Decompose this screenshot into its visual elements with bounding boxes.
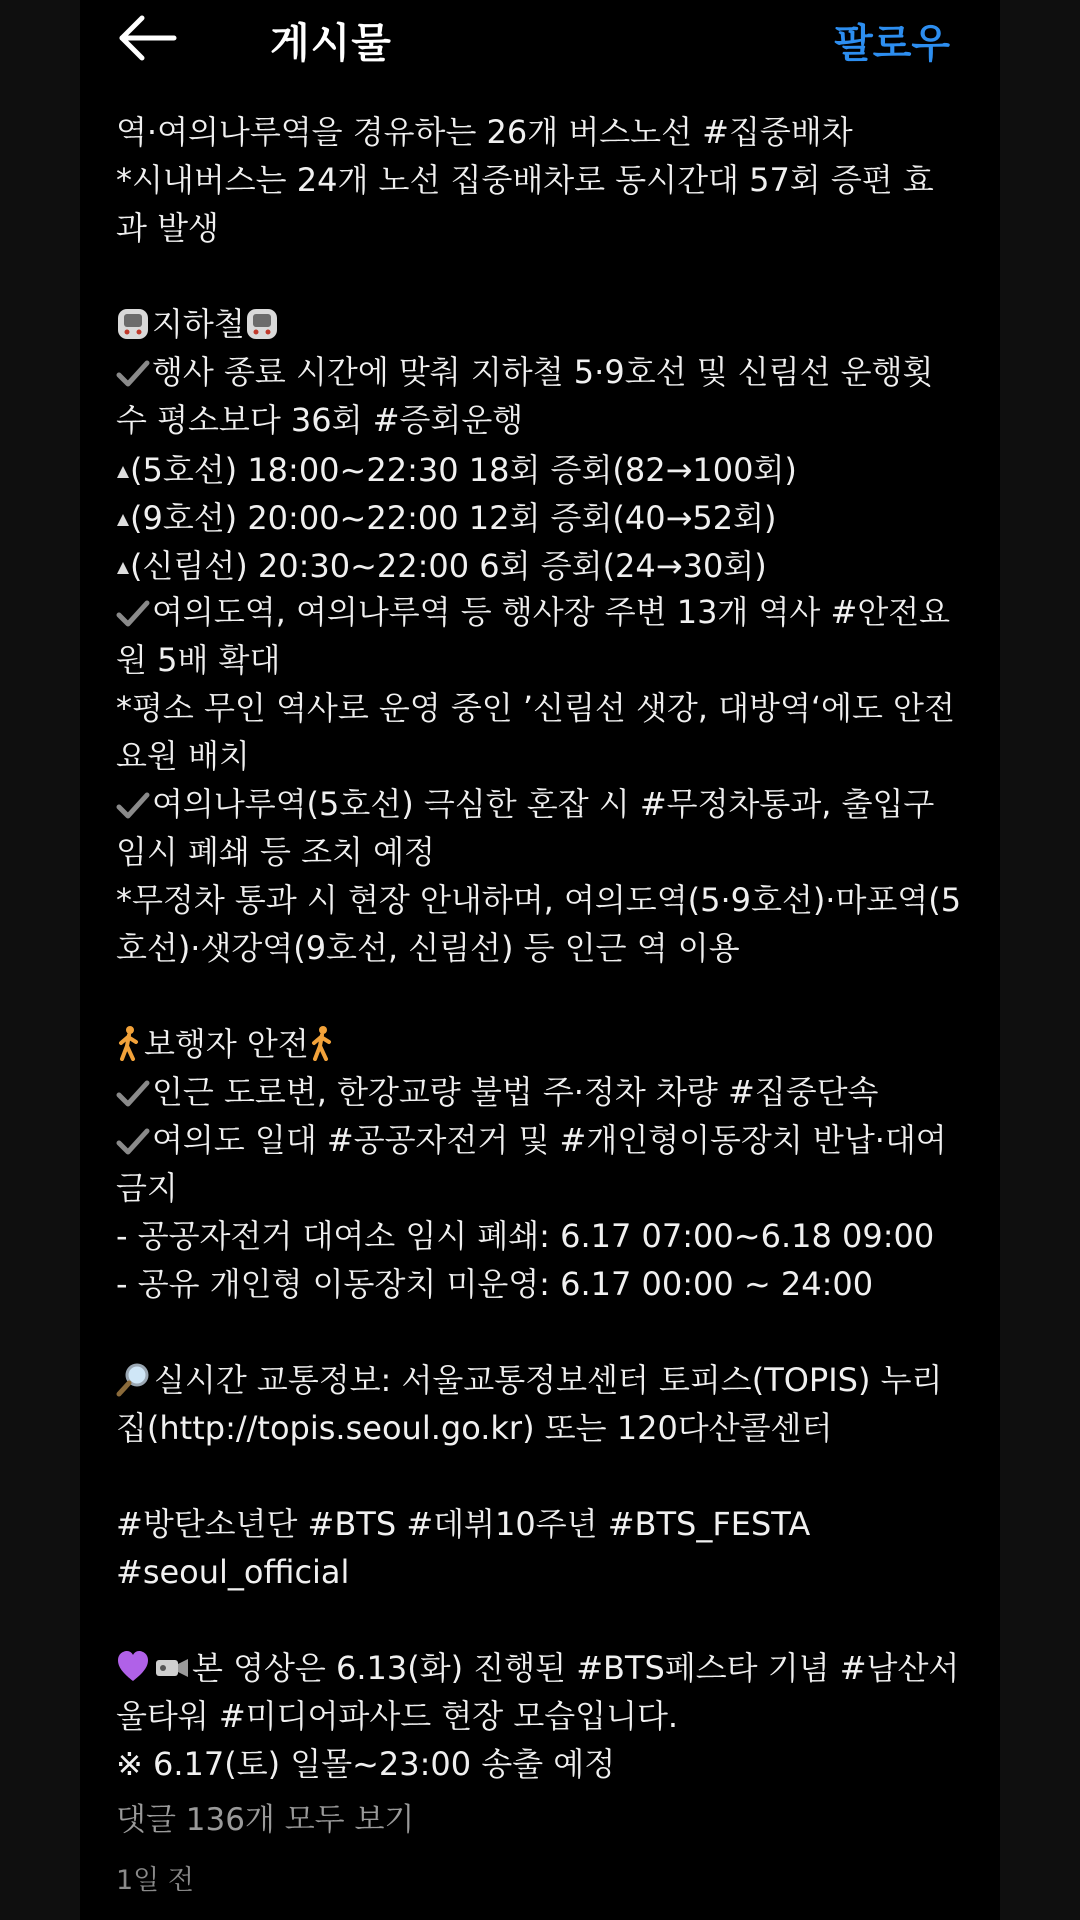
caption-text: 금지: [116, 1169, 178, 1207]
caption-text: 보행자 안전: [144, 1025, 309, 1063]
caption-text: 수 평소보다 36회 #증회운행: [116, 401, 524, 439]
caption-text: 요원 배치: [116, 737, 250, 775]
caption-line: [116, 828, 988, 876]
blank-line: [116, 1596, 988, 1644]
caption-line: [116, 1500, 988, 1548]
caption-line: [116, 300, 988, 348]
right-edge-band: [1000, 0, 1080, 1920]
metro-icon: [116, 306, 150, 354]
caption-text: 집(http://topis.seoul.go.kr) 또는 120다산콜센터: [116, 1409, 833, 1447]
post-timestamp: 1일 전: [116, 1865, 194, 1896]
caption-line: [116, 444, 988, 492]
caption-text: 역·여의나루역을 경유하는 26개 버스노선 #집중배차: [116, 113, 853, 151]
caption-line: [116, 588, 988, 636]
caption-line: [116, 732, 988, 780]
caption-text: 원 5배 확대: [116, 641, 281, 679]
caption-text: (9호선) 20:00~22:00 12회 증회(40→52회): [130, 499, 777, 537]
caption-line: [116, 1212, 988, 1260]
caption-line: [116, 156, 988, 204]
post-screen: [80, 0, 1000, 1920]
caption-line: [116, 780, 988, 828]
caption-text: 울타워 #미디어파사드 현장 모습입니다.: [116, 1697, 679, 1735]
blank-line: [116, 972, 988, 1020]
metro-icon: [245, 306, 279, 354]
triangle-icon: [116, 492, 130, 540]
caption-line: [116, 492, 988, 540]
caption-text: - 공유 개인형 이동장치 미운영: 6.17 00:00 ~ 24:00: [116, 1265, 874, 1303]
back-button[interactable]: [118, 12, 178, 64]
caption-text: 실시간 교통정보: 서울교통정보센터 토피스(TOPIS) 누리: [154, 1361, 943, 1399]
caption-text: 여의나루역(5호선) 극심한 혼잡 시 #무정차통과, 출입구: [152, 785, 935, 823]
caption-line: [116, 540, 988, 588]
caption-text: (신림선) 20:30~22:00 6회 증회(24→30회): [130, 547, 767, 585]
check-icon: [116, 1074, 150, 1122]
caption-text: 지하철: [152, 305, 245, 343]
caption-text: *시내버스는 24개 노선 집중배차로 동시간대 57회 증편 효: [116, 161, 934, 199]
post-caption: [116, 108, 988, 1788]
caption-text: ※ 6.17(토) 일몰~23:00 송출 예정: [116, 1745, 616, 1783]
walker-icon: [116, 1025, 142, 1074]
caption-text: #seoul_official: [116, 1553, 350, 1591]
caption-line: [116, 1740, 988, 1788]
blank-line: [116, 1452, 988, 1500]
caption-text: 임시 폐쇄 등 조치 예정: [116, 833, 435, 871]
caption-line: [116, 684, 988, 732]
arrow-left-icon: [118, 12, 178, 64]
left-edge-band: [0, 0, 80, 1920]
caption-line: [116, 1164, 988, 1212]
caption-line: [116, 636, 988, 684]
caption-text: - 공공자전거 대여소 임시 폐쇄: 6.17 07:00~6.18 09:00: [116, 1217, 935, 1255]
follow-button[interactable]: 팔로우: [834, 21, 950, 67]
caption-line: [116, 1548, 988, 1596]
caption-text: 여의도 일대 #공공자전거 및 #개인형이동장치 반납·대여: [152, 1121, 947, 1159]
page-title: 게시물: [270, 19, 392, 67]
caption-text: *무정차 통과 시 현장 안내하며, 여의도역(5·9호선)·마포역(5: [116, 881, 962, 919]
caption-line: [116, 1020, 988, 1068]
caption-line: [116, 1260, 988, 1308]
caption-line: [116, 348, 988, 396]
caption-text: 과 발생: [116, 209, 219, 247]
check-icon: [116, 786, 150, 834]
caption-line: [116, 1644, 988, 1692]
magnifier-icon: [116, 1361, 152, 1410]
caption-line: [116, 396, 988, 444]
caption-line: [116, 924, 988, 972]
triangle-icon: [116, 444, 130, 492]
walker-icon: [309, 1025, 335, 1074]
caption-line: [116, 1692, 988, 1740]
caption-line: [116, 1404, 988, 1452]
caption-text: 호선)·샛강역(9호선, 신림선) 등 인근 역 이용: [116, 929, 740, 967]
caption-line: [116, 1068, 988, 1116]
caption-line: [116, 204, 988, 252]
caption-text: 행사 종료 시간에 맞춰 지하철 5·9호선 및 신림선 운행횟: [152, 353, 934, 391]
caption-text: *평소 무인 역사로 운영 중인 ’신림선 샛강, 대방역‘에도 안전: [116, 689, 955, 727]
caption-text: (5호선) 18:00~22:30 18회 증회(82→100회): [130, 451, 797, 489]
caption-line: [116, 108, 988, 156]
blank-line: [116, 1308, 988, 1356]
caption-text: 인근 도로변, 한강교량 불법 주·정차 차량 #집중단속: [152, 1073, 879, 1111]
check-icon: [116, 594, 150, 642]
check-icon: [116, 354, 150, 402]
triangle-icon: [116, 540, 130, 588]
blank-line: [116, 252, 988, 300]
caption-line: [116, 1116, 988, 1164]
caption-text: #방탄소년단 #BTS #데뷔10주년 #BTS_FESTA: [116, 1505, 811, 1543]
check-icon: [116, 1122, 150, 1170]
caption-text: 여의도역, 여의나루역 등 행사장 주변 13개 역사 #안전요: [152, 593, 951, 631]
caption-line: [116, 1356, 988, 1404]
top-bar: [80, 0, 1000, 78]
heart-camera-icon: [116, 1649, 190, 1698]
view-all-comments-link[interactable]: 댓글 136개 모두 보기: [116, 1802, 415, 1838]
caption-line: [116, 876, 988, 924]
caption-text: 본 영상은 6.13(화) 진행된 #BTS페스타 기념 #남산서: [192, 1649, 960, 1687]
